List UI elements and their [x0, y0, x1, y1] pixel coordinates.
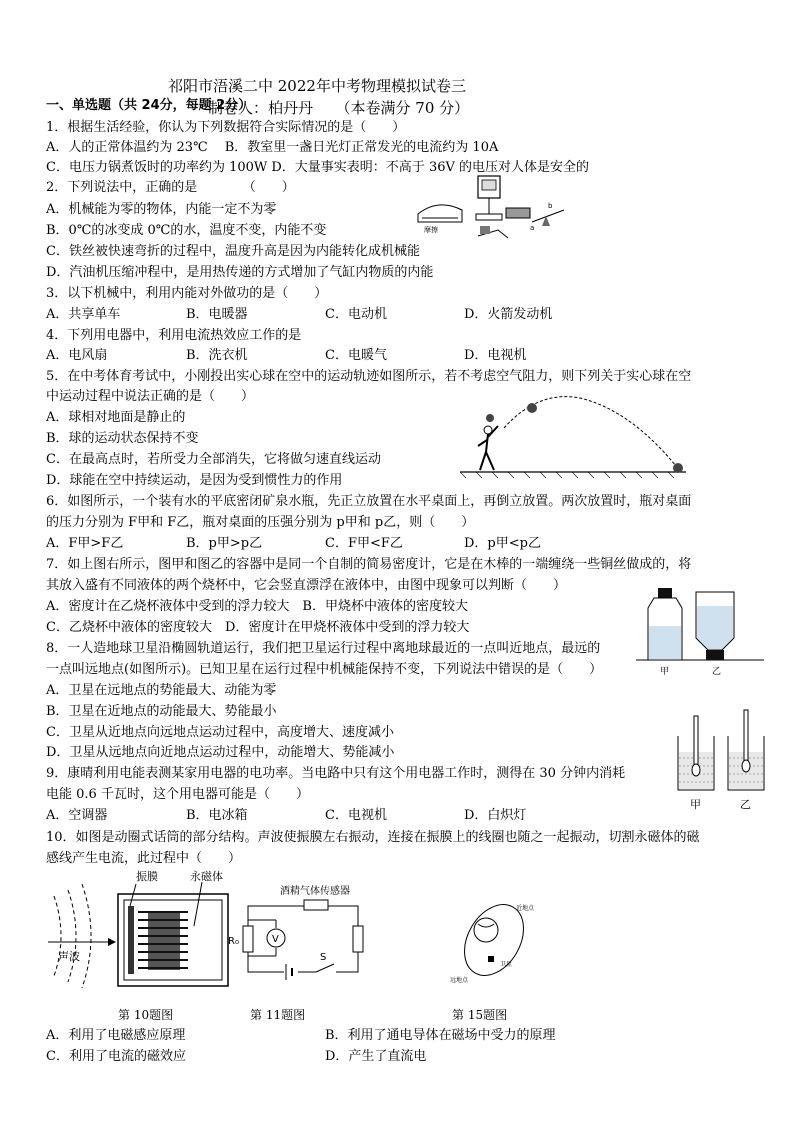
q4-option-b: B．洗衣机 [186, 348, 248, 363]
orbit-sat-label: 卫星 [500, 961, 513, 968]
q6-option-d: D．p甲<p乙 [464, 536, 541, 551]
q5-option-d: D．球能在空中持续运动，是因为受到惯性力的作用 [46, 473, 343, 488]
fig10-caption: 第 10题图 [118, 1008, 174, 1022]
q9-stem-1: 9．康晴利用电能表测某家用电器的电功率。当电路中只有这个用电器工作时，测得在 30 分钟内消耗 [46, 766, 626, 781]
mic-wave-label: 声波 [58, 950, 80, 963]
q10-option-b: B．利用了通电导体在磁场中受力的原理 [325, 1028, 556, 1043]
q3-option-a: A．共享单车 [46, 307, 121, 322]
section-heading: 一、单选题（共 24分，每题 2分） [46, 98, 252, 113]
q6-option-c: C．F甲<F乙 [325, 536, 403, 551]
circuit-meter-label: V [272, 934, 279, 945]
q5-option-a: A．球相对地面是静止的 [46, 410, 186, 425]
q2-stem: 2．下列说法中，正确的是 （ ） [46, 180, 295, 195]
q2-figure-label-1: 摩擦 [424, 226, 438, 234]
q1-option-ab: A．人的正常体温约为 23℃ B．教室里一盏日光灯正常发光的电流约为 10A [46, 140, 499, 155]
hydrometer-figure [670, 706, 774, 812]
q6-stem-1: 6．如图所示，一个装有水的平底密闭矿泉水瓶，先正立放置在水平桌面上，再倒立放置。两次放置时，瓶对桌面 [46, 494, 692, 509]
hydrometer-label-jia: 甲 [690, 798, 701, 811]
q9-option-c: C．电视机 [325, 808, 387, 823]
q9-option-d: D．白炽灯 [464, 808, 527, 823]
bottles-label-jia: 甲 [660, 667, 670, 677]
orbit-figure [446, 894, 546, 990]
fig15-caption: 第 15题图 [452, 1008, 508, 1022]
q6-stem-2: 的压力分别为 F甲和 F乙，瓶对桌面的压强分别为 p甲和 p乙，则（ ） [46, 515, 475, 530]
q5-option-c: C．在最高点时，若所受力全部消失，它将做匀速直线运动 [46, 452, 381, 467]
mic-magnet-label: 永磁体 [190, 870, 223, 883]
q5-stem-1: 5．在中考体育考试中，小刚投出实心球在空中的运动轨迹如图所示，若不考虑空气阻力，则下列关于实心球在空 [46, 369, 692, 384]
q4-option-a: A．电风扇 [46, 348, 108, 363]
q5-stem-2: 中运动过程中说法正确的是（ ） [46, 389, 255, 404]
q4-option-d: D．电视机 [464, 348, 527, 363]
q2-figure-label-2: a [530, 224, 535, 232]
q10-stem-1: 10．如图是动圈式话筒的部分结构。声波使振膜左右振动，连接在振膜上的线圈也随之一起振动，切割永磁体的磁 [46, 830, 700, 845]
q2-option-d: D．汽油机压缩冲程中，是用热传递的方式增加了气缸内物质的内能 [46, 265, 434, 280]
q7-stem-1: 7．如上图右所示，图甲和图乙的容器中是同一个自制的简易密度计，它是在木棒的一端缠绕一些铜丝做成的，将 [46, 557, 692, 572]
bottles-label-yi: 乙 [712, 667, 722, 677]
q7-stem-2: 其放入盛有不同液体的两个烧杯中，它会竖直漂浮在液体中，由图中现象可以判断（ ） [46, 578, 567, 593]
q2-option-a: A．机械能为零的物体，内能一定不为零 [46, 202, 277, 217]
q3-option-c: C．电动机 [325, 307, 387, 322]
hydrometer-label-yi: 乙 [740, 798, 751, 811]
q6-option-b: B．p甲>p乙 [186, 536, 263, 551]
fig11-caption: 第 11题图 [250, 1008, 306, 1022]
q10-option-a: A．利用了电磁感应原理 [46, 1028, 186, 1043]
q2-option-c: C．铁丝被快速弯折的过程中，温度升高是因为内能转化成机械能 [46, 244, 420, 259]
page-subtitle: 制卷人：柏丹丹 （本卷满分 70 分） [208, 99, 470, 117]
q2-option-b: B．0℃的冰变成 0℃的水，温度不变，内能不变 [46, 223, 327, 238]
q8-option-a: A．卫星在远地点的势能最大、动能为零 [46, 683, 277, 698]
q3-option-b: B．电暖器 [186, 307, 248, 322]
q9-stem-2: 电能 0.6 千瓦时，这个用电器可能是（ ） [46, 787, 309, 802]
q6-option-a: A．F甲>F乙 [46, 536, 124, 551]
q1-option-cd: C．电压力锅煮饭时的功率约为 100W D．大量事实表明：不高于 36V 的电压对人体是安全的 [46, 160, 590, 175]
q8-option-d: D．卫星从远地点向近地点运动过程中，动能增大、势能减小 [46, 745, 395, 760]
q2-figure-label-3: b [548, 202, 553, 210]
q8-option-c: C．卫星从近地点向远地点运动过程中，高度增大、速度减小 [46, 725, 394, 740]
q3-stem: 3．以下机械中，利用内能对外做功的是（ ） [46, 286, 328, 301]
circuit-r0-label: R₀ [228, 936, 239, 947]
q8-stem-1: 8．一人造地球卫星沿椭圆轨道运行，我们把卫星运行过程中离地球最近的一点叫近地点，最远的 [46, 641, 601, 656]
q4-stem: 4．下列用电器中，利用电流热效应工作的是 [46, 328, 302, 343]
q2-figure [408, 170, 566, 246]
q10-stem-2: 感线产生电流，此过程中（ ） [46, 851, 242, 866]
circuit-figure [224, 880, 374, 980]
q9-option-b: B．电冰箱 [186, 808, 248, 823]
q1-stem: 1．根据生活经验，你认为下列数据符合实际情况的是（ ） [46, 120, 406, 135]
microphone-figure [44, 866, 234, 1002]
mic-membrane-label: 振膜 [136, 870, 158, 883]
circuit-switch-label: S [320, 952, 327, 963]
q3-option-d: D．火箭发动机 [464, 307, 553, 322]
q4-option-c: C．电暖气 [325, 348, 387, 363]
orbit-near-label: 近地点 [516, 905, 535, 912]
q8-stem-2: 一点叫远地点(如图所示)。已知卫星在运行过程中机械能保持不变，下列说法中错误的是（ ） [46, 662, 603, 677]
page-title: 祁阳市浯溪二中 2022年中考物理模拟试卷三 [168, 77, 466, 95]
q8-option-b: B．卫星在近地点的动能最大、势能最小 [46, 704, 277, 719]
q10-option-c: C．利用了电流的磁效应 [46, 1049, 186, 1064]
q9-option-a: A．空调器 [46, 808, 108, 823]
q10-option-d: D．产生了直流电 [325, 1049, 427, 1064]
q5-option-b: B．球的运动状态保持不变 [46, 431, 199, 446]
q7-option-cd: C．乙烧杯中液体的密度较大 D．密度计在甲烧杯液体中受到的浮力较大 [46, 620, 470, 635]
circuit-sensor-label: 酒精气体传感器 [280, 886, 350, 897]
q7-option-ab: A．密度计在乙烧杯液体中受到的浮力较大 B．甲烧杯中液体的密度较大 [46, 599, 468, 614]
bottles-figure [636, 586, 766, 678]
orbit-far-label: 远地点 [450, 977, 469, 984]
q5-trajectory-figure [460, 390, 690, 480]
